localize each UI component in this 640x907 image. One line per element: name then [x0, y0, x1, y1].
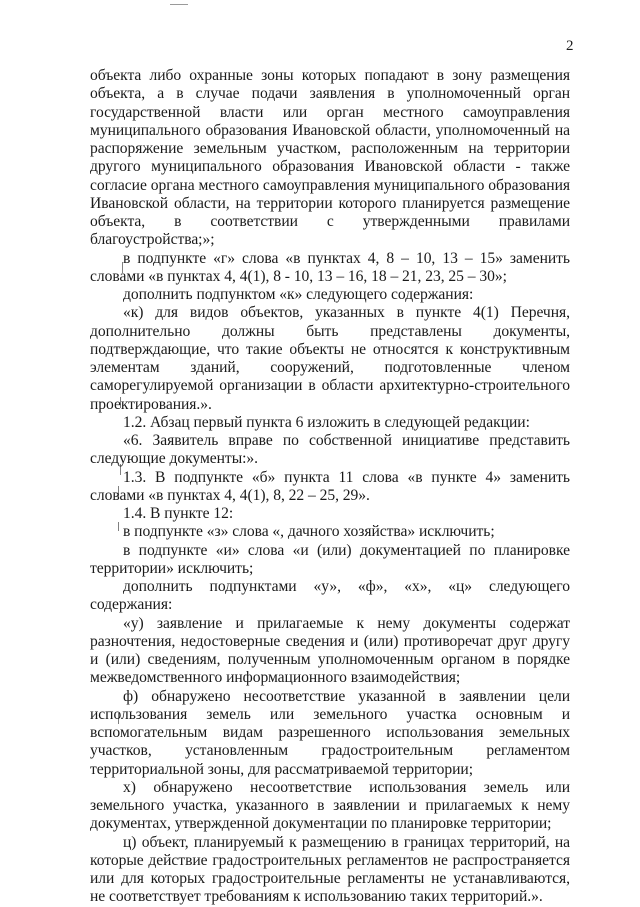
paragraph: ф) обнаружено несоответствие указанной в заявлении цели использования земель или земельного участка основным и вспомогательным видам разрешенного использования земельных участков, установленным градостроительным регламентом территориальной зоны, для рассматриваемой территории;: [90, 687, 570, 778]
paragraph: «6. Заявитель вправе по собственной инициативе представить следующие документы:».: [90, 432, 570, 468]
paragraph: «к) для видов объектов, указанных в пункте 4(1) Перечня, дополнительно должны быть представлены документы, подтверждающие, что такие объекты не относятся к конструктивным элементам зданий, сооружений, подготовленные членом саморегулируемой организации в области архитектурно-строительного проектирования.».: [90, 304, 570, 413]
document-body: [90, 67, 570, 907]
paragraph: в подпункте «и» слова «и (или) документацией по планировке территории» исключить;: [90, 541, 570, 577]
paragraph: дополнить подпунктом «к» следующего содержания:: [123, 286, 474, 303]
paragraph: 1.2. Абзац первый пункта 6 изложить в следующей редакции:: [123, 413, 530, 431]
paragraph: в подпункте «г» слова «в пунктах 4, 8 – 10, 13 – 15» заменить словами «в пунктах 4, 4(1), 8 - 10, 13 – 16, 18 – 21, 23, 25 – 30»;: [90, 249, 570, 285]
page-number: 2: [566, 38, 574, 54]
paragraph: объекта либо охранные зоны которых попадают в зону размещения объекта, а в случае подачи заявления в уполномоченный орган государственной власти или орган местного самоуправления муниципального образования Ивановской области, уполномоченный на распоряжение земельным участком, расположенным на территории другого муниципального образования Ивановской области - также согласие органа местного самоуправления муниципального образования Ивановской области, на территории которого планируется размещение объекта, в соответствии с утвержденными правилами благоустройства;»;: [90, 67, 570, 249]
scan-artifact: [170, 4, 188, 5]
paragraph: в подпункте «з» слова «, дачного хозяйства» исключить;: [123, 523, 495, 541]
paragraph: 1.3. В подпункте «б» пункта 11 слова «в пункте 4» заменить словами «в пунктах 4, 4(1), 8, 22 – 25, 29».: [90, 468, 570, 504]
paragraph: дополнить подпунктами «у», «ф», «х», «ц» следующего содержания:: [90, 578, 570, 614]
paragraph: 1.4. В пункте 12:: [123, 505, 234, 522]
paragraph: ц) объект, планируемый к размещению в границах территорий, на которые действие градостроительных регламентов не распространяется или для которых градостроительные регламенты не устанавливаются, не соответствует требованиям к использованию таких территорий.».: [90, 833, 570, 906]
paragraph: х) обнаружено несоответствие использования земель или земельного участка, указанного в заявлении и прилагаемых к нему документах, утвержденной документации по планировке территории;: [90, 778, 570, 833]
paragraph: «у) заявление и прилагаемые к нему документы содержат разночтения, недостоверные сведения и (или) противоречат друг другу и (или) сведениям, полученным уполномоченным органом в порядке межведомственного информационного взаимодействия;: [90, 614, 570, 687]
